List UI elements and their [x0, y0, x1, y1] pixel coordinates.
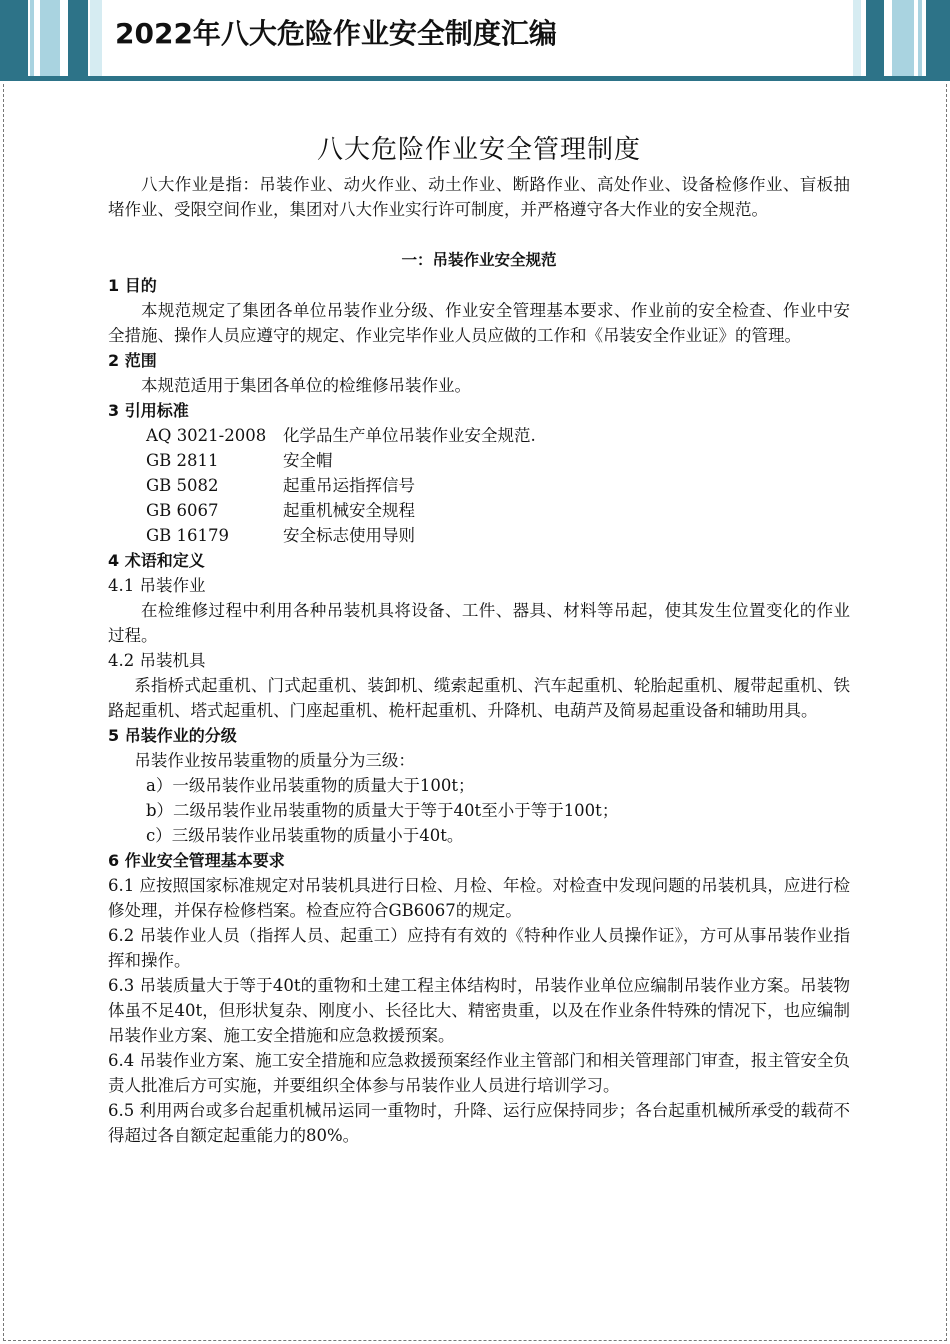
header-bar-decoration — [68, 0, 88, 78]
standard-code: AQ 3021-2008 — [146, 426, 267, 445]
heading-purpose: 1 目的 — [108, 276, 157, 295]
standard-name: 起重机械安全规程 — [283, 501, 415, 520]
requirement-6-5: 6.5 利用两台或多台起重机械吊运同一重物时，升降、运行应保持同步；各台起重机械所承受的载荷不得超过各自额定起重能力的80%。 — [108, 1101, 850, 1145]
header-bar-decoration — [892, 0, 914, 78]
header-underline — [0, 76, 950, 81]
page-header — [0, 0, 950, 80]
paragraph-lifting-operation: 在检维修过程中利用各种吊装机具将设备、工件、器具、材料等吊起，使其发生位置变化的作业过程。 — [108, 601, 850, 645]
header-bar-decoration — [0, 0, 28, 78]
document-collection-title: 2022年八大危险作业安全制度汇编 — [115, 17, 557, 50]
standard-code: GB 6067 — [146, 501, 219, 520]
standard-code: GB 16179 — [146, 526, 230, 545]
header-bar-decoration — [90, 0, 102, 78]
document-body — [108, 130, 850, 1148]
paragraph-purpose: 本规范规定了集团各单位吊装作业分级、作业安全管理基本要求、作业前的安全检查、作业中安全措施、操作人员应遵守的规定、作业完毕作业人员应做的工作和《吊装安全作业证》的管理。 — [108, 301, 850, 345]
standard-item — [108, 523, 850, 548]
standard-name: 安全帽 — [283, 451, 333, 470]
standard-item — [108, 448, 850, 473]
classification-level: c）三级吊装作业吊装重物的质量小于40t。 — [146, 826, 464, 845]
section-title: 一：吊装作业安全规范 — [401, 251, 557, 269]
header-bar-decoration — [926, 0, 950, 78]
paragraph-scope: 本规范适用于集团各单位的检维修吊装作业。 — [141, 376, 471, 395]
heading-requirements: 6 作业安全管理基本要求 — [108, 851, 285, 870]
heading-definitions: 4 术语和定义 — [108, 551, 205, 570]
standards-list — [108, 423, 850, 548]
intro-paragraph: 八大作业是指：吊装作业、动火作业、动土作业、断路作业、高处作业、设备检修作业、盲板抽堵作业、受限空间作业，集团对八大作业实行许可制度，并严格遵守各大作业的安全规范。 — [108, 175, 850, 219]
classification-level: a）一级吊装作业吊装重物的质量大于100t； — [146, 776, 475, 795]
standard-item — [108, 423, 850, 448]
standard-item — [108, 473, 850, 498]
requirement-6-1: 6.1 应按照国家标准规定对吊装机具进行日检、月检、年检。对检查中发现问题的吊装机具，应进行检修处理，并保存检修档案。检查应符合GB6067的规定。 — [108, 876, 850, 920]
standard-code: GB 2811 — [146, 451, 219, 470]
subheading-lifting-operation: 4.1 吊装作业 — [108, 576, 206, 595]
standard-name: 起重吊运指挥信号 — [283, 476, 415, 495]
header-bar-decoration — [918, 0, 922, 78]
header-bar-decoration — [40, 0, 60, 78]
paragraph-classification: 吊装作业按吊装重物的质量分为三级： — [134, 751, 415, 770]
header-bar-decoration — [30, 0, 34, 78]
heading-scope: 2 范围 — [108, 351, 157, 370]
header-bar-decoration — [853, 0, 861, 78]
heading-standards: 3 引用标准 — [108, 401, 189, 420]
standard-code: GB 5082 — [146, 476, 219, 495]
paragraph-lifting-equipment: 系指桥式起重机、门式起重机、装卸机、缆索起重机、汽车起重机、轮胎起重机、履带起重机、铁路起重机、塔式起重机、门座起重机、桅杆起重机、升降机、电葫芦及简易起重设备和辅助用具。 — [108, 676, 850, 720]
standard-name: 化学品生产单位吊装作业安全规范. — [283, 426, 536, 445]
standard-item — [108, 498, 850, 523]
subheading-lifting-equipment: 4.2 吊装机具 — [108, 651, 206, 670]
requirement-6-4: 6.4 吊装作业方案、施工安全措施和应急救援预案经作业主管部门和相关管理部门审查，报主管安全负责人批准后方可实施，并要组织全体参与吊装作业人员进行培训学习。 — [108, 1051, 850, 1095]
requirement-6-3: 6.3 吊装质量大于等于40t的重物和土建工程主体结构时，吊装作业单位应编制吊装作业方案。吊装物体虽不足40t，但形状复杂、刚度小、长径比大、精密贵重，以及在作业条件特殊的情况下，也应编制吊装作业方案、施工安全措施和应急救援预案。 — [108, 976, 850, 1045]
standard-name: 安全标志使用导则 — [283, 526, 415, 545]
heading-classification: 5 吊装作业的分级 — [108, 726, 237, 745]
classification-level: b）二级吊装作业吊装重物的质量大于等于40t至小于等于100t； — [146, 801, 619, 820]
main-title: 八大危险作业安全管理制度 — [316, 135, 641, 165]
header-bar-decoration — [866, 0, 884, 78]
requirement-6-2: 6.2 吊装作业人员（指挥人员、起重工）应持有有效的《特种作业人员操作证》，方可从事吊装作业指挥和操作。 — [108, 926, 850, 970]
